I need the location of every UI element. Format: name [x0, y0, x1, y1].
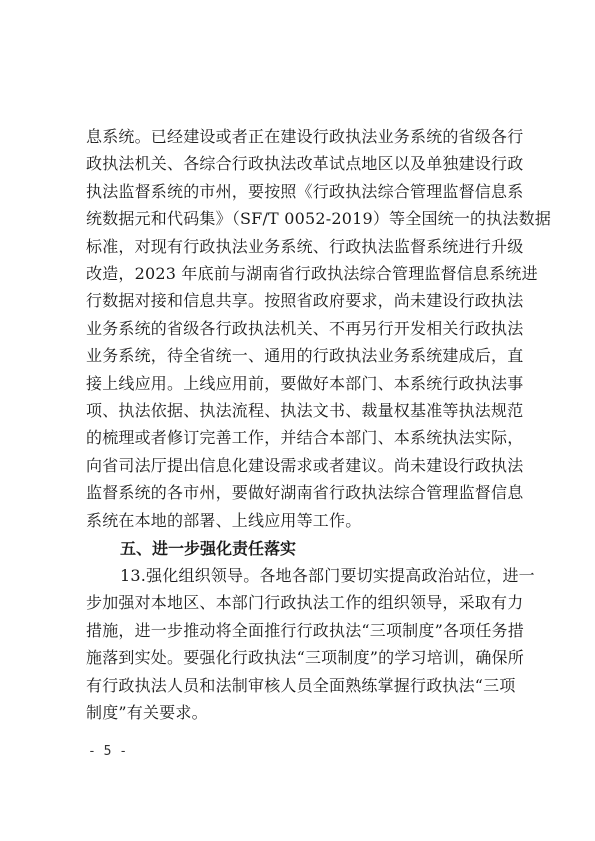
text-line: 的梳理或者修订完善工作，并结合本部门、本系统执法实际，: [86, 428, 524, 448]
page-number: - 5 -: [88, 744, 128, 759]
text-line: 项、执法依据、执法流程、执法文书、裁量权基准等执法规范: [86, 401, 524, 420]
text-line: 息系统。已经建设或者正在建设行政执法业务系统的省级各行: [86, 127, 524, 146]
text-line: 13.强化组织领导。各地各部门要切实提高政治站位，进一: [120, 566, 535, 585]
text-line: 接上线应用。上线应用前，要做好本部门、本系统行政执法事: [86, 373, 524, 393]
text-line: 统数据元和代码集》（SF/T 0052-2019）等全国统一的执法数据: [86, 209, 552, 229]
text-line: 业务系统，待全省统一、通用的行政执法业务系统建成后，直: [86, 346, 524, 366]
text-line: 施落到实处。要强化行政执法“三项制度”的学习培训，确保所: [86, 648, 524, 668]
text-line: 执法监督系统的市州，要按照《行政执法综合管理监督信息系: [86, 181, 524, 201]
section-heading: 五、进一步强化责任落实: [120, 539, 297, 558]
text-line: 系统在本地的部署、上线应用等工作。: [86, 510, 362, 530]
text-line: 政执法机关、各综合行政执法改革试点地区以及单独建设行政: [86, 154, 524, 174]
text-line: 标准，对现有行政执法业务系统、行政执法监督系统进行升级: [86, 236, 524, 256]
text-line: 监督系统的各市州，要做好湖南省行政执法综合管理监督信息: [86, 483, 524, 503]
text-line: 措施，进一步推动将全面推行行政执法“三项制度”各项任务措: [86, 620, 524, 640]
text-line: 改造，2023 年底前与湖南省行政执法综合管理监督信息系统进: [86, 264, 538, 283]
text-line: 步加强对本地区、本部门行政执法工作的组织领导，采取有力: [86, 593, 524, 613]
text-line: 行数据对接和信息共享。按照省政府要求，尚未建设行政执法: [86, 291, 524, 311]
text-line: 业务系统的省级各行政执法机关、不再另行开发相关行政执法: [86, 318, 524, 338]
text-line: 制度”有关要求。: [86, 703, 208, 722]
text-line: 向省司法厅提出信息化建设需求或者建议。尚未建设行政执法: [86, 455, 524, 475]
text-line: 有行政执法人员和法制审核人员全面熟练掌握行政执法“三项: [86, 675, 516, 695]
